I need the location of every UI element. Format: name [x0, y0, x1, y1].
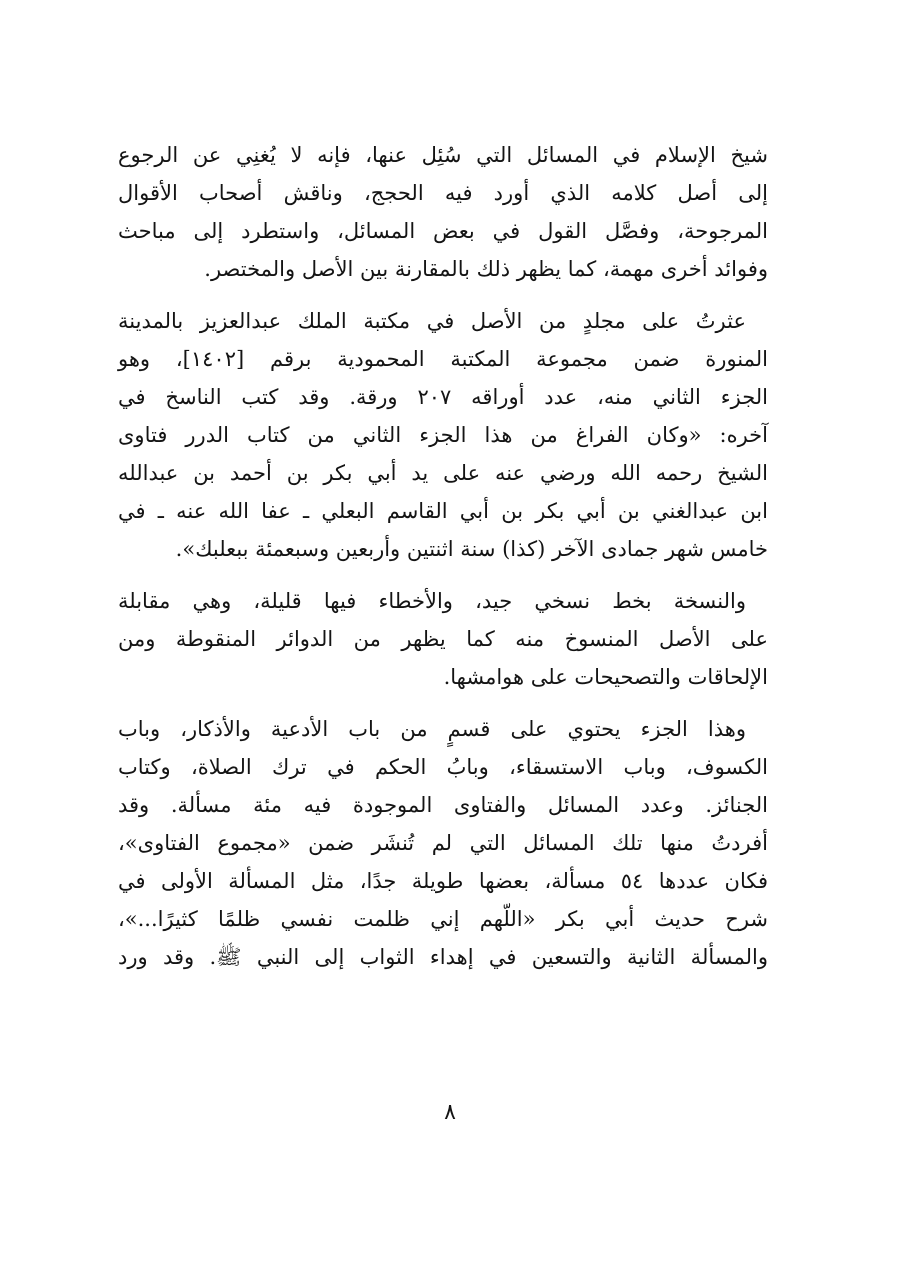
paragraph-2 [118, 302, 768, 568]
text-line: الكسوف، وباب الاستسقاء، وبابُ الحكم في ترك الصلاة، وكتاب [118, 755, 768, 779]
text-line: ابن عبدالغني بن أبي بكر بن أبي القاسم البعلي ـ عفا الله عنه ـ في [118, 499, 768, 523]
text-line: الإلحاقات والتصحيحات على هوامشها. [443, 665, 768, 689]
text-line: أفردتُ منها تلك المسائل التي لم تُنشَر ضمن «مجموع الفتاوى»، [118, 831, 768, 855]
text-line: والمسألة الثانية والتسعين في إهداء الثواب إلى النبي ﷺ. وقد ورد [118, 945, 768, 969]
text-line: إلى أصل كلامه الذي أورد فيه الحجج، وناقش أصحاب الأقوال [118, 181, 768, 205]
text-line: خامس شهر جمادى الآخر (كذا) سنة اثنتين وأربعين وسبعمئة ببعلبك». [175, 537, 768, 561]
text-line: آخره: «وكان الفراغ من هذا الجزء الثاني من كتاب الدرر فتاوى [118, 423, 768, 447]
text-line: المرجوحة، وفصَّل القول في بعض المسائل، واستطرد إلى مباحث [118, 219, 768, 243]
paragraph-3 [118, 582, 768, 696]
text-line: الشيخ رحمه الله ورضي عنه على يد أبي بكر بن أحمد بن عبدالله [118, 461, 768, 485]
paragraph-4 [118, 710, 768, 976]
text-line: على الأصل المنسوخ منه كما يظهر من الدوائر المنقوطة ومن [118, 627, 768, 651]
text-line: شيخ الإسلام في المسائل التي سُئِل عنها، فإنه لا يُغنِي عن الرجوع [118, 143, 768, 167]
text-line: شرح حديث أبي بكر «اللّهم إني ظلمت نفسي ظلمًا كثيرًا...»، [118, 907, 768, 931]
paragraph-1 [118, 136, 768, 288]
text-line: الجزء الثاني منه، عدد أوراقه ٢٠٧ ورقة. وقد كتب الناسخ في [118, 385, 769, 409]
text-line: الجنائز. وعدد المسائل والفتاوى الموجودة فيه مئة مسألة. وقد [118, 793, 768, 817]
text-line: وهذا الجزء يحتوي على قسمٍ من باب الأدعية والأذكار، وباب [118, 717, 746, 741]
page-number: ٨ [444, 1100, 456, 1125]
text-line: والنسخة بخط نسخي جيد، والأخطاء فيها قليلة، وهي مقابلة [118, 589, 746, 613]
text-line: فكان عددها ٥٤ مسألة، بعضها طويلة جدًا، مثل المسألة الأولى في [118, 869, 768, 893]
text-line: المنورة ضمن مجموعة المكتبة المحمودية برقم [١٤٠٢]، وهو [118, 347, 768, 371]
text-line: عثرتُ على مجلدٍ من الأصل في مكتبة الملك عبدالعزيز بالمدينة [118, 309, 746, 333]
page-body [118, 136, 768, 990]
text-line: وفوائد أخرى مهمة، كما يظهر ذلك بالمقارنة بين الأصل والمختصر. [204, 257, 768, 281]
